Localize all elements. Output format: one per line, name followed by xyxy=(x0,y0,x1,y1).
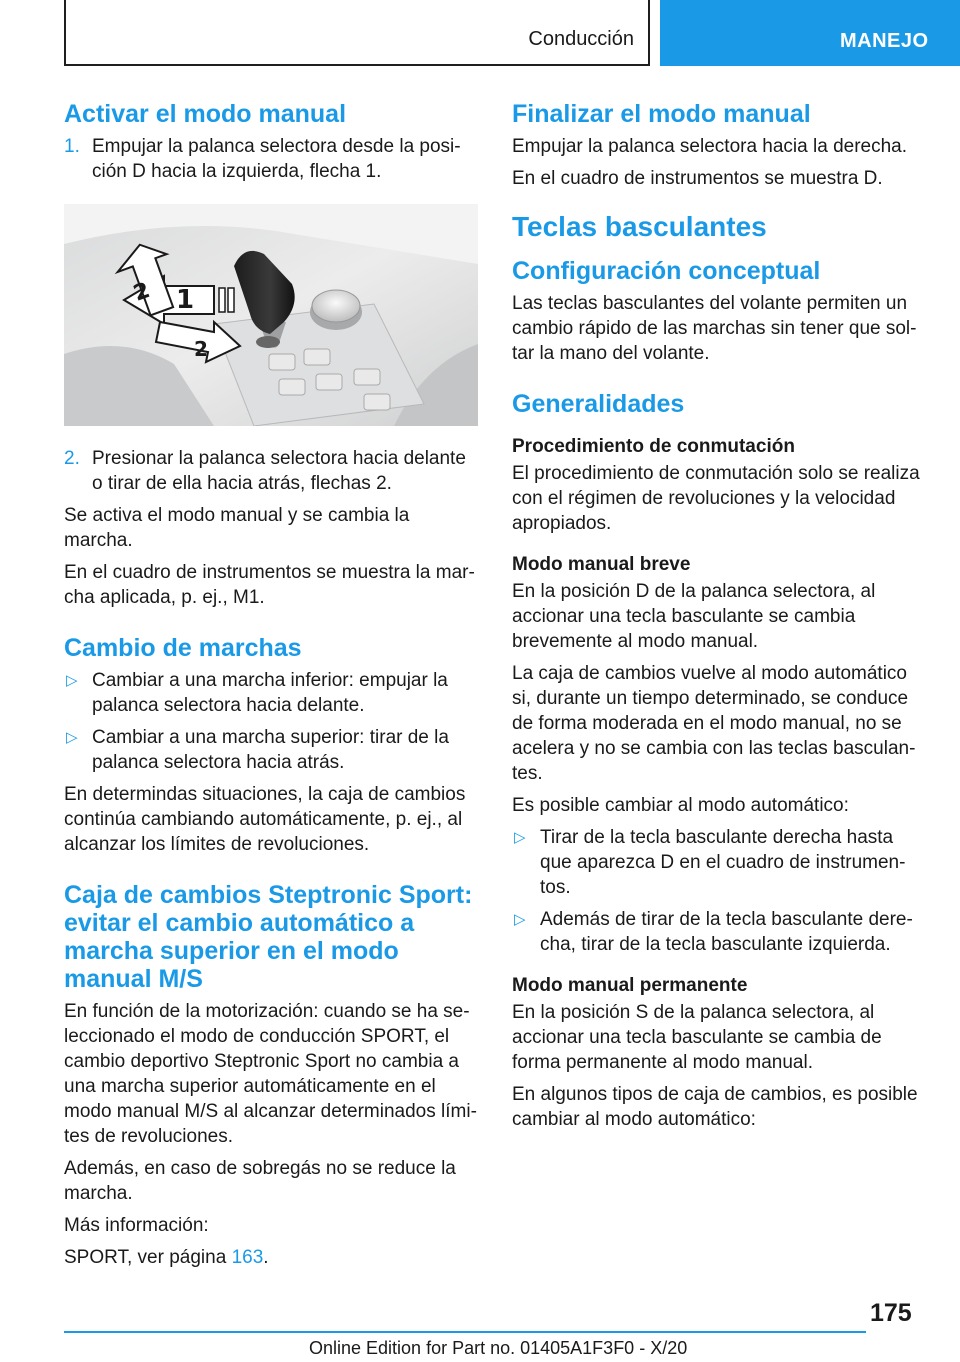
page-link-163[interactable]: 163 xyxy=(231,1247,264,1268)
paragraph: En función de la motorización: cuando se ha seleccionado el modo de conducción SPORT, el cambio deportivo Steptronic Sport no cambia a una marcha superior automáticamente en el modo manual M/S al alcanzar determinados límites de revoluciones. xyxy=(64,1001,477,1147)
paragraph: La caja de cambios vuelve al modo automático si, durante un tiempo determinado, se conduce de forma moderada en el modo manual, no se acelera y no se cambia con las teclas basculantes. xyxy=(512,663,916,784)
bullet-text: Tirar de la tecla basculante derecha hasta que aparezca D en el cuadro de instrumentos. xyxy=(540,827,906,898)
paragraph: En el cuadro de instrumentos se muestra la marcha aplicada, p. ej., M1. xyxy=(64,562,475,608)
header-chapter-tab xyxy=(660,0,960,66)
gear-selector-figure xyxy=(64,204,478,426)
bullet-triangle-icon: ▷ xyxy=(66,729,78,746)
left-column xyxy=(64,100,478,1277)
bullet-item xyxy=(64,725,478,775)
heading-teclas-basculantes: Teclas basculantes xyxy=(512,211,767,242)
bullet-text: Además de tirar de la tecla basculante derecha, tirar de la tecla basculante izquierda. xyxy=(540,909,913,955)
bullet-triangle-icon: ▷ xyxy=(514,829,526,846)
bullet-triangle-icon: ▷ xyxy=(514,911,526,928)
heading-activar-modo-manual: Activar el modo manual xyxy=(64,100,347,128)
paragraph: Más información: xyxy=(64,1215,209,1236)
paragraph-sport-reference xyxy=(64,1245,478,1270)
paragraph: Además, en caso de sobregás no se reduce la marcha. xyxy=(64,1158,456,1204)
subheading-procedimiento: Procedimiento de conmutación xyxy=(512,436,795,457)
paragraph: Las teclas basculantes del volante permiten un cambio rápido de las marchas sin tener que soltar la mano del volante. xyxy=(512,293,917,364)
paragraph: En determindas situaciones, la caja de cambios continúa cambiando automáticamente, p. ej., al alcanzar los límites de revoluciones. xyxy=(64,784,466,855)
paragraph: Es posible cambiar al modo automático: xyxy=(512,795,849,816)
step-2 xyxy=(64,446,478,496)
footer-edition-text: Online Edition for Part no. 01405A1F3F0 - X/20 xyxy=(309,1338,688,1358)
right-column xyxy=(512,100,928,1139)
bullet-text: Cambiar a una marcha inferior: empujar la palanca selectora hacia delante. xyxy=(92,670,448,716)
paragraph: En la posición S de la palanca selectora, al accionar una tecla basculante se cambia de forma permanente al modo manual. xyxy=(512,1002,882,1073)
figure-label-1: 1 xyxy=(176,285,195,315)
reference-suffix: . xyxy=(263,1247,269,1268)
step-1-text: Empujar la palanca selectora desde la posición D hacia la izquierda, flecha 1. xyxy=(92,136,461,182)
subheading-modo-manual-breve: Modo manual breve xyxy=(512,554,691,575)
footer-divider xyxy=(64,1331,866,1333)
page-number: 175 xyxy=(870,1299,912,1327)
heading-finalizar-modo-manual: Finalizar el modo manual xyxy=(512,100,811,128)
step-2-text: Presionar la palanca selectora hacia delante o tirar de ella hacia atrás, flechas 2. xyxy=(92,448,466,494)
header-section-box xyxy=(64,0,650,66)
step-1-number: 1. xyxy=(64,136,80,157)
figure-label-2a: 2 xyxy=(130,278,154,307)
paragraph: En el cuadro de instrumentos se muestra D. xyxy=(512,168,883,189)
bullet-item xyxy=(64,668,478,718)
heading-steptronic-sport: Caja de cambios Steptronic Sport: evitar el cambio automático a marcha superior en el modo manual M/S xyxy=(64,881,473,993)
paragraph: En la posición D de la palanca selectora, al accionar una tecla basculante se cambia brevemente al modo manual. xyxy=(512,581,876,652)
bullet-text: Cambiar a una marcha superior: tirar de la palanca selectora hacia atrás. xyxy=(92,727,449,773)
paragraph: Se activa el modo manual y se cambia la marcha. xyxy=(64,505,410,551)
paragraph: En algunos tipos de caja de cambios, es posible cambiar al modo automático: xyxy=(512,1084,918,1130)
header-section-title: Conducción xyxy=(528,28,634,50)
paragraph: Empujar la palanca selectora hacia la derecha. xyxy=(512,136,908,157)
reference-prefix: SPORT, ver página xyxy=(64,1247,232,1268)
step-1 xyxy=(64,134,478,184)
header-chapter-title: MANEJO xyxy=(840,30,929,52)
heading-cambio-de-marchas: Cambio de marchas xyxy=(64,634,302,662)
paragraph: El procedimiento de conmutación solo se realiza con el régimen de revoluciones y la velocidad apropiados. xyxy=(512,463,920,534)
bullet-item xyxy=(512,907,928,957)
figure-label-2b: 2 xyxy=(194,337,208,361)
step-2-number: 2. xyxy=(64,448,80,469)
heading-configuracion-conceptual: Configuración conceptual xyxy=(512,257,821,285)
subheading-modo-manual-permanente: Modo manual permanente xyxy=(512,975,748,996)
bullet-item xyxy=(512,825,928,900)
heading-generalidades: Generalidades xyxy=(512,390,685,418)
bullet-triangle-icon: ▷ xyxy=(66,672,78,689)
